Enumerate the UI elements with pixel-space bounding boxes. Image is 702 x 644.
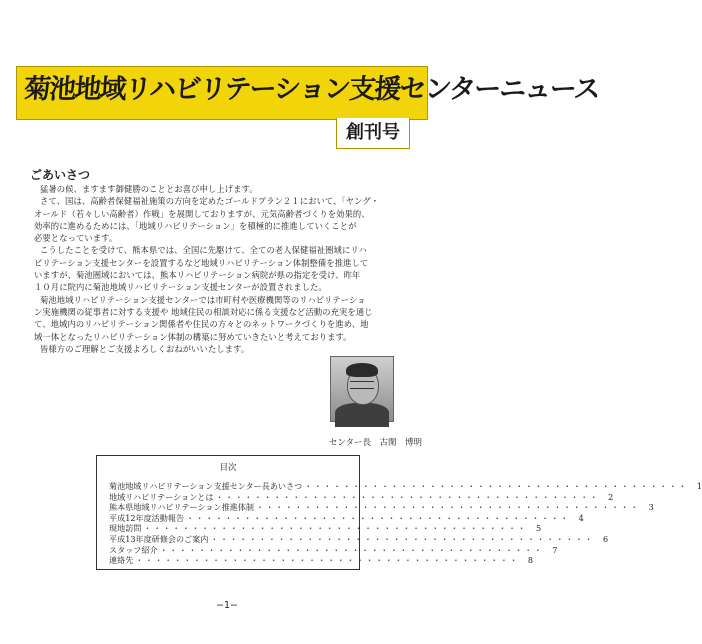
body-line: オールド（若々しい高齢者）作戦」を展開しておりますが、元気高齢者づくりを効果的、 bbox=[34, 208, 370, 219]
body-line: 必要となっています。 bbox=[34, 233, 118, 244]
toc-item-label: 地域リハビリテーションとは bbox=[109, 491, 214, 502]
body-line: こうしたことを受けて、熊本県では、全国に先駆けて、全ての老人保健福祉圏域にリハ bbox=[40, 245, 367, 256]
table-of-contents bbox=[96, 455, 702, 570]
toc-title: 目次 bbox=[219, 463, 237, 473]
toc-item bbox=[109, 523, 542, 534]
body-line: さて、国は、高齢者保健福祉施策の方向を定めたゴールドプラン２１において、「ヤング・ bbox=[40, 196, 380, 207]
toc-item bbox=[109, 512, 584, 524]
greeting-body bbox=[34, 183, 424, 355]
toc-item bbox=[109, 533, 609, 545]
toc-item-page: 1 bbox=[696, 481, 702, 491]
toc-item-page: 5 bbox=[536, 523, 542, 534]
toc-item-page: 8 bbox=[527, 555, 534, 566]
newsletter-title: 菊池地域リハビリテーション支援センターニュース bbox=[22, 74, 600, 105]
toc-leader-dots: ・・・・・・・・・・・・・・・・・・・・・・・・・・・・・・・・・・・・・・・・ bbox=[304, 481, 688, 491]
toc-leader-dots: ・・・・・・・・・・・・・・・・・・・・・・・・・・・・・・・・・・・・・・・・ bbox=[143, 523, 528, 534]
toc-item-page: 4 bbox=[578, 512, 584, 523]
toc-leader-dots: ・・・・・・・・・・・・・・・・・・・・・・・・・・・・・・・・・・・・・・・・ bbox=[135, 555, 520, 566]
toc-item-label: 熊本県地域リハビリテーション推進体制 bbox=[109, 502, 254, 513]
body-line: 皆様方のご理解とご支援よろしくおねがいいたします。 bbox=[40, 343, 250, 354]
director-photo bbox=[330, 356, 394, 422]
toc-item-label: 平成13年度研修会のご案内 bbox=[109, 533, 209, 544]
toc-leader-dots: ・・・・・・・・・・・・・・・・・・・・・・・・・・・・・・・・・・・・・・・・ bbox=[159, 544, 544, 555]
toc-leader-dots: ・・・・・・・・・・・・・・・・・・・・・・・・・・・・・・・・・・・・・・・・ bbox=[255, 502, 640, 513]
director-signature: センター長 古閑 博明 bbox=[328, 438, 422, 448]
toc-leader-dots: ・・・・・・・・・・・・・・・・・・・・・・・・・・・・・・・・・・・・・・・・ bbox=[210, 533, 595, 544]
body-line: ン実施機関の従事者に対する支援や 地域住民の相談対応に係る支援など活動の充実を通じ bbox=[34, 306, 373, 317]
issue-label: 創刊号 bbox=[336, 118, 410, 149]
body-line: 菊池地域リハビリテーション支援センターでは市町村や医療機関等のリハビリテーショ bbox=[40, 294, 366, 305]
greeting-heading: ごあいさつ bbox=[30, 168, 91, 182]
body-line: 効率的に進めるためには、「地域リハビリテーション」を積極的に推進していくことが bbox=[34, 220, 357, 231]
newsletter-banner bbox=[16, 50, 600, 150]
page-number: −1− bbox=[216, 600, 238, 611]
toc-item-page: 2 bbox=[608, 491, 614, 502]
toc-item bbox=[109, 555, 534, 566]
toc-list bbox=[109, 481, 702, 566]
toc-item-label: スタッフ紹介 bbox=[109, 544, 158, 555]
toc-item-page: 7 bbox=[552, 544, 558, 555]
body-line: て、地域内のリハビリテーション関係者や住民の方々とのネットワークづくりを進め、地 bbox=[34, 319, 369, 330]
toc-item bbox=[109, 481, 702, 492]
body-line: １０月に院内に菊池地域リハビリテーション支援センターが設置されました。 bbox=[34, 282, 327, 293]
toc-item-label: 現地訪問 bbox=[109, 523, 142, 534]
toc-item bbox=[109, 502, 654, 513]
toc-item-label: 菊池地域リハビリテーション支援センター長あいさつ bbox=[109, 481, 303, 491]
body-line: 猛暑の候、ますます御健勝のこととお喜び申し上げます。 bbox=[40, 184, 258, 194]
toc-leader-dots: ・・・・・・・・・・・・・・・・・・・・・・・・・・・・・・・・・・・・・・・・ bbox=[215, 491, 600, 502]
toc-item-label: 平成12年度活動報告 bbox=[109, 512, 185, 523]
body-line: いますが、菊池圏域においては、熊本リハビリテーション病院が県の指定を受け、昨年 bbox=[34, 270, 361, 281]
toc-item-label: 連絡先 bbox=[109, 555, 134, 566]
toc-item bbox=[109, 491, 614, 503]
toc-item-page: 3 bbox=[648, 502, 654, 513]
toc-item bbox=[109, 544, 558, 556]
body-line: ビリテーション支援センターを設置するなど地域リハビリテーション体制整備を推進して bbox=[34, 257, 369, 268]
toc-item-page: 6 bbox=[602, 533, 609, 544]
body-line: 域一体となったリハビリテーション体制の構築に努めていきたいと考えております。 bbox=[34, 331, 352, 342]
toc-leader-dots: ・・・・・・・・・・・・・・・・・・・・・・・・・・・・・・・・・・・・・・・・ bbox=[186, 512, 570, 523]
